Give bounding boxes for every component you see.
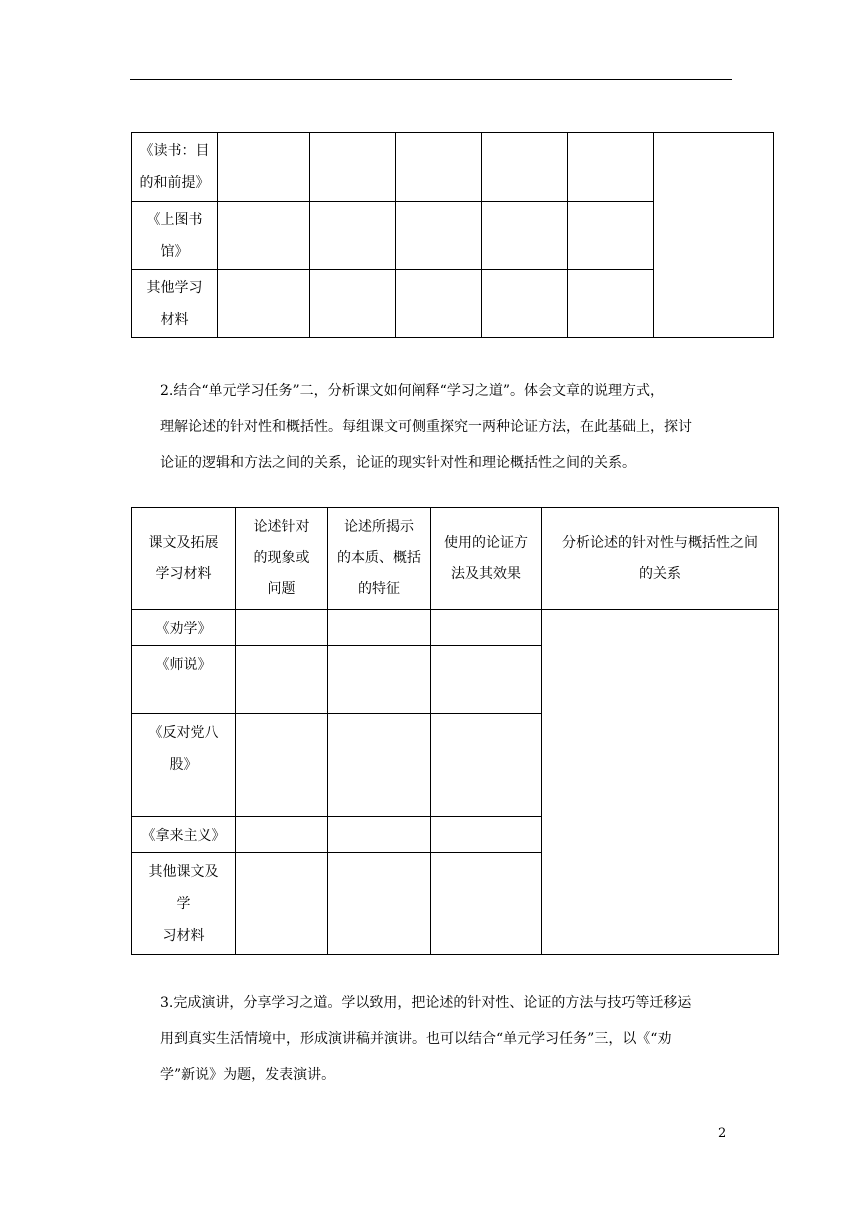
table-cell	[568, 133, 654, 202]
table-cell	[328, 646, 431, 714]
merged-cell	[654, 133, 774, 338]
paragraph-line: 理解论述的针对性和概括性。每组课文可侧重探究一两种论证方法，在此基础上，探讨	[160, 419, 692, 435]
row-label: 其他课文及 学 习材料	[132, 853, 236, 955]
task-3-paragraph	[160, 985, 750, 1093]
table-cell	[482, 133, 568, 202]
paragraph-line: 学”新说》为题，发表演讲。	[160, 1067, 336, 1083]
row-label: 其他学习 材料	[132, 270, 218, 338]
table-cell	[328, 853, 431, 955]
row-label: 《师说》	[132, 646, 236, 714]
paragraph-line: 2.结合“单元学习任务”二，分析课文如何阐释“学习之道”。体会文章的说理方式，	[160, 383, 664, 399]
row-label: 《劝学》	[132, 610, 236, 646]
header-cell: 使用的论证方 法及其效果	[431, 508, 542, 610]
table-cell	[328, 714, 431, 817]
table-cell	[310, 202, 396, 270]
table-cell	[482, 202, 568, 270]
table-cell	[431, 714, 542, 817]
header-rule	[130, 79, 732, 80]
table-row	[132, 133, 774, 202]
row-label: 《反对党八 股》	[132, 714, 236, 817]
table-cell	[396, 133, 482, 202]
table-header-row	[132, 508, 779, 610]
merged-cell	[542, 610, 779, 955]
table-cell	[431, 646, 542, 714]
table-cell	[328, 610, 431, 646]
table-cell	[310, 270, 396, 338]
task-2-paragraph	[160, 373, 750, 481]
table-cell	[568, 270, 654, 338]
table-row	[132, 610, 779, 646]
header-cell: 分析论述的针对性与概括性之间 的关系	[542, 508, 779, 610]
row-label: 《拿来主义》	[132, 817, 236, 853]
table-cell	[431, 817, 542, 853]
argument-analysis-table	[131, 507, 779, 955]
table-cell	[396, 270, 482, 338]
paragraph-line: 论证的逻辑和方法之间的关系，论证的现实针对性和理论概括性之间的关系。	[160, 455, 636, 471]
table-cell	[431, 853, 542, 955]
table-cell	[396, 202, 482, 270]
table-cell	[218, 133, 310, 202]
paragraph-line: 用到真实生活情境中，形成演讲稿并演讲。也可以结合“单元学习任务”三，以《“劝	[160, 1031, 672, 1047]
table-cell	[482, 270, 568, 338]
row-label: 《读书：目 的和前提》	[132, 133, 218, 202]
page-number: 2	[718, 1126, 727, 1141]
paragraph-line: 3.完成演讲，分享学习之道。学以致用，把论述的针对性、论证的方法与技巧等迁移运	[160, 995, 692, 1011]
header-cell: 论述所揭示 的本质、概括 的特征	[328, 508, 431, 610]
table-cell	[310, 133, 396, 202]
header-cell: 课文及拓展 学习材料	[132, 508, 236, 610]
table-cell	[218, 202, 310, 270]
header-cell: 论述针对 的现象或 问题	[236, 508, 328, 610]
study-material-table	[131, 132, 774, 338]
row-label: 《上图书 馆》	[132, 202, 218, 270]
table-cell	[236, 610, 328, 646]
table-cell	[236, 853, 328, 955]
table-cell	[236, 646, 328, 714]
table-cell	[431, 610, 542, 646]
table-cell	[568, 202, 654, 270]
table-cell	[218, 270, 310, 338]
table-cell	[236, 817, 328, 853]
table-cell	[328, 817, 431, 853]
table-cell	[236, 714, 328, 817]
